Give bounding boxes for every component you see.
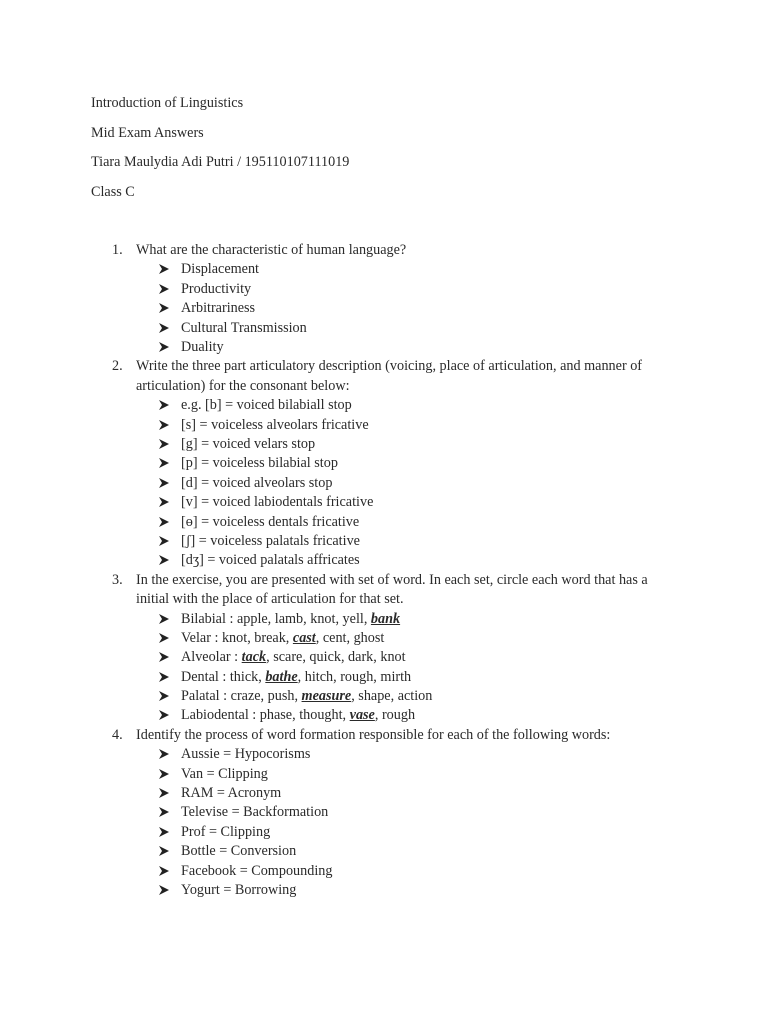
answer-list [0, 745, 768, 900]
student-name-id: Tiara Maulydia Adi Putri / 195110107111019 [91, 154, 350, 170]
answer-item [181, 706, 768, 725]
answer-item [181, 532, 768, 551]
answer-list [0, 610, 768, 726]
answer-text-before: Bilabial : apple, lamb, knot, yell, [181, 610, 371, 627]
question-item [0, 241, 768, 357]
arrowhead-bullet-icon [159, 668, 169, 682]
arrowhead-bullet-icon [159, 823, 169, 837]
question-number: 2. [112, 358, 123, 375]
arrowhead-bullet-icon [159, 280, 169, 294]
document-header [91, 93, 349, 211]
answer-item [181, 668, 768, 687]
arrowhead-bullet-icon [159, 416, 169, 430]
answer-item [181, 784, 768, 803]
answer-text: [dʒ] = voiced palatals affricates [181, 552, 360, 569]
answer-item [181, 338, 768, 357]
arrowhead-bullet-icon [159, 338, 169, 352]
arrowhead-bullet-icon [159, 454, 169, 468]
answer-text: e.g. [b] = voiced bilabiall stop [181, 397, 352, 414]
arrowhead-bullet-icon [159, 493, 169, 507]
question-item [0, 357, 768, 570]
circled-answer-word: vase [349, 707, 375, 724]
answer-text: Displacement [181, 261, 260, 278]
answer-text: [ɵ] = voiceless dentals fricative [181, 513, 360, 530]
answer-text-after: , rough [374, 707, 416, 724]
answer-list [0, 260, 768, 357]
answer-item [181, 260, 768, 279]
answer-text: RAM = Acronym [181, 785, 282, 802]
arrowhead-bullet-icon [159, 648, 169, 662]
arrowhead-bullet-icon [159, 842, 169, 856]
arrowhead-bullet-icon [159, 435, 169, 449]
exam-title: Mid Exam Answers [91, 124, 204, 141]
answer-text: Aussie = Hypocorisms [181, 746, 311, 763]
course-title: Introduction of Linguistics [91, 95, 244, 111]
answer-text: Facebook = Compounding [181, 862, 333, 879]
answer-item [181, 765, 768, 784]
answer-item [181, 803, 768, 822]
answer-text: [v] = voiced labiodentals fricative [181, 494, 374, 511]
answer-text-before: Velar : knot, break, [181, 629, 293, 646]
answer-text: Productivity [181, 280, 252, 297]
answer-text-before: Dental : thick, [181, 668, 266, 685]
answer-item [181, 551, 768, 570]
answer-text: Yogurt = Borrowing [181, 881, 297, 898]
question-text: Identify the process of word formation responsible for each of the following words: [136, 726, 611, 743]
answer-text: Duality [181, 338, 224, 355]
answer-text-after: , hitch, rough, mirth [297, 668, 412, 685]
answer-item [181, 493, 768, 512]
answer-text-after: , cent, ghost [315, 629, 385, 646]
answer-text-after: , scare, quick, dark, knot [266, 649, 406, 666]
arrowhead-bullet-icon [159, 299, 169, 313]
circled-answer-word: bathe [265, 668, 298, 685]
answer-text: [p] = voiceless bilabial stop [181, 455, 338, 472]
answer-text: Arbitrariness [181, 300, 256, 317]
arrowhead-bullet-icon [159, 862, 169, 876]
arrowhead-bullet-icon [159, 513, 169, 527]
question-text: What are the characteristic of human language? [136, 242, 407, 258]
question-text: In the exercise, you are presented with set of word. In each set, circle each word that has a initial with the place of articulation for that set. [136, 571, 648, 608]
answer-text-before: Alveolar : [181, 649, 242, 666]
circled-answer-word: tack [241, 649, 267, 666]
answer-text-before: Palatal : craze, push, [181, 688, 302, 705]
question-number: 4. [112, 726, 123, 743]
arrowhead-bullet-icon [159, 765, 169, 779]
question-item [0, 571, 768, 726]
question-number: 1. [112, 242, 123, 258]
question-text: Write the three part articulatory description (voicing, place of articulation, and manner of articulation) for the consonant below: [136, 358, 643, 394]
answer-text: Bottle = Conversion [181, 843, 297, 860]
answer-item [181, 416, 768, 435]
arrowhead-bullet-icon [159, 687, 169, 701]
answer-item [181, 823, 768, 842]
answer-item [181, 513, 768, 532]
answer-item [181, 648, 768, 667]
answer-item [181, 862, 768, 881]
arrowhead-bullet-icon [159, 396, 169, 410]
arrowhead-bullet-icon [159, 881, 169, 895]
answer-item [181, 610, 768, 629]
answer-item [181, 280, 768, 299]
answer-item [181, 319, 768, 338]
answer-list [0, 396, 768, 571]
arrowhead-bullet-icon [159, 474, 169, 488]
answer-text: [ʃ] = voiceless palatals fricative [181, 532, 360, 549]
arrowhead-bullet-icon [159, 532, 169, 546]
arrowhead-bullet-icon [159, 260, 169, 274]
arrowhead-bullet-icon [159, 551, 169, 565]
circled-answer-word: measure [301, 688, 352, 705]
arrowhead-bullet-icon [159, 629, 169, 643]
answer-item [181, 396, 768, 415]
questions-list [0, 241, 768, 900]
answer-item [181, 745, 768, 764]
question-number: 3. [112, 571, 123, 588]
answer-item [181, 454, 768, 473]
answer-text: [d] = voiced alveolars stop [181, 474, 333, 491]
answer-item [181, 299, 768, 318]
class-label: Class C [91, 183, 135, 200]
arrowhead-bullet-icon [159, 610, 169, 624]
answer-text: [s] = voiceless alveolars fricative [181, 416, 369, 433]
answer-item [181, 842, 768, 861]
arrowhead-bullet-icon [159, 706, 169, 720]
answer-text: Cultural Transmission [181, 319, 307, 336]
arrowhead-bullet-icon [159, 784, 169, 798]
answer-item [181, 687, 768, 706]
arrowhead-bullet-icon [159, 803, 169, 817]
arrowhead-bullet-icon [159, 319, 169, 333]
circled-answer-word: bank [370, 610, 401, 627]
answer-text-after: , shape, action [351, 688, 433, 705]
answer-item [181, 435, 768, 454]
answer-item [181, 629, 768, 648]
question-item [0, 726, 768, 901]
answer-text: Televise = Backformation [181, 804, 329, 821]
answer-item [181, 474, 768, 493]
answer-text-before: Labiodental : phase, thought, [181, 707, 350, 724]
arrowhead-bullet-icon [159, 745, 169, 759]
answer-text: Prof = Clipping [181, 823, 271, 840]
answer-text: [g] = voiced velars stop [181, 435, 316, 452]
answer-text: Van = Clipping [181, 765, 268, 782]
circled-answer-word: cast [292, 629, 316, 646]
answer-item [181, 881, 768, 900]
